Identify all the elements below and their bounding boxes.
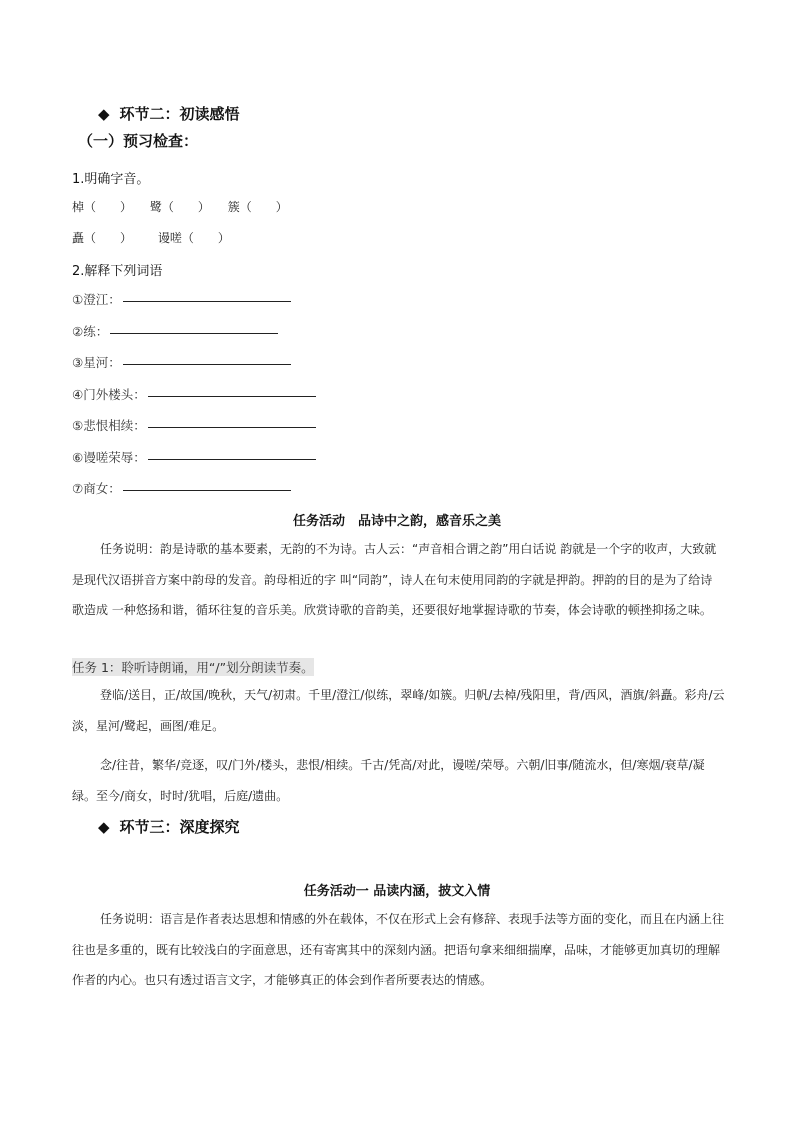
preview-check-heading: （一）预习检查： xyxy=(78,132,199,150)
answer-blank[interactable] xyxy=(123,489,291,491)
task-activity-1-description: 任务说明：语言是作者表达思想和情感的外在载体，不仅在形式上会有修辞、表现手法等方面的变化，而且在内涵上往往也是多重的，既有比较浅白的字面意思，还有寄寓其中的深刻内涵。把语句拿来细细揣摩，品味，才能够更加真切的理解作者的内心。也只有透过语言文字，才能够真正的体会到作者所要表达的情感。 xyxy=(72,912,725,987)
section-heading-3: ◆ 环节三：深度探究 xyxy=(98,818,240,836)
task-1-instruction: 任务 1：聆听诗朗诵，用“/”划分朗读节奏。 xyxy=(72,660,314,675)
term-item-1: ①澄江： xyxy=(72,290,291,308)
question-2-title: 2.解释下列词语 xyxy=(72,264,163,279)
term-item-7: ⑦商女： xyxy=(72,479,291,497)
answer-blank[interactable] xyxy=(148,395,316,397)
task-description: 任务说明：韵是诗歌的基本要素，无韵的不为诗。古人云：“声音相合谓之韵”用白话说 韵就是一个字的收声，大致就是现代汉语拼音方案中韵母的发音。韵母相近的字 叫“同韵”，诗人在句末使用同韵的字就是押韵。押韵的目的是为了给诗歌造成 一种悠扬和谐，循环往复的音乐美。欣赏诗歌的音韵美，还要很好地掌握诗歌的节奏，体会诗歌的顿挫抑扬之味。 xyxy=(72,542,717,617)
term-item-5: ⑤悲恨相续： xyxy=(72,416,316,434)
answer-blank[interactable] xyxy=(110,332,278,334)
poem-stanza-2: 念/往昔，繁华/竞逐，叹/门外/楼头，悲恨/相续。千古/凭高/对此，谩嗟/荣辱。六朝/旧事/随流水，但/寒烟/衰草/凝绿。至今/商女，时时/犹唱，后庭/遗曲。 xyxy=(72,758,705,803)
answer-blank[interactable] xyxy=(148,426,316,428)
term-item-3: ③星河： xyxy=(72,353,291,371)
diamond-bullet-icon: ◆ xyxy=(98,818,110,836)
question-1-title: 1.明确字音。 xyxy=(72,172,150,187)
term-item-6: ⑥谩嗟荣辱： xyxy=(72,448,316,466)
poem-stanza-1: 登临/送目，正/故国/晚秋，天气/初肃。千里/澄江/似练，翠峰/如簇。归帆/去棹/残阳里，背/西风，酒旗/斜矗。彩舟/云淡，星河/鹭起，画图/难足。 xyxy=(72,688,725,733)
task-activity-1-title: 任务活动一 品读内涵，披文入情 xyxy=(303,884,491,899)
task-activity-title: 任务活动 品诗中之韵，感音乐之美 xyxy=(292,514,501,529)
answer-blank[interactable] xyxy=(148,458,316,460)
section-heading-2: ◆ 环节二：初读感悟 xyxy=(98,105,240,123)
answer-blank[interactable] xyxy=(123,363,291,365)
term-item-2: ②练： xyxy=(72,322,278,340)
answer-blank[interactable] xyxy=(123,300,291,302)
diamond-bullet-icon: ◆ xyxy=(98,105,110,123)
pinyin-row-2: 矗（ ） 谩嗟（ ） xyxy=(72,231,230,245)
pinyin-row-1: 棹（ ） 鹭（ ） 簇（ ） xyxy=(72,200,288,214)
term-item-4: ④门外楼头： xyxy=(72,385,316,403)
